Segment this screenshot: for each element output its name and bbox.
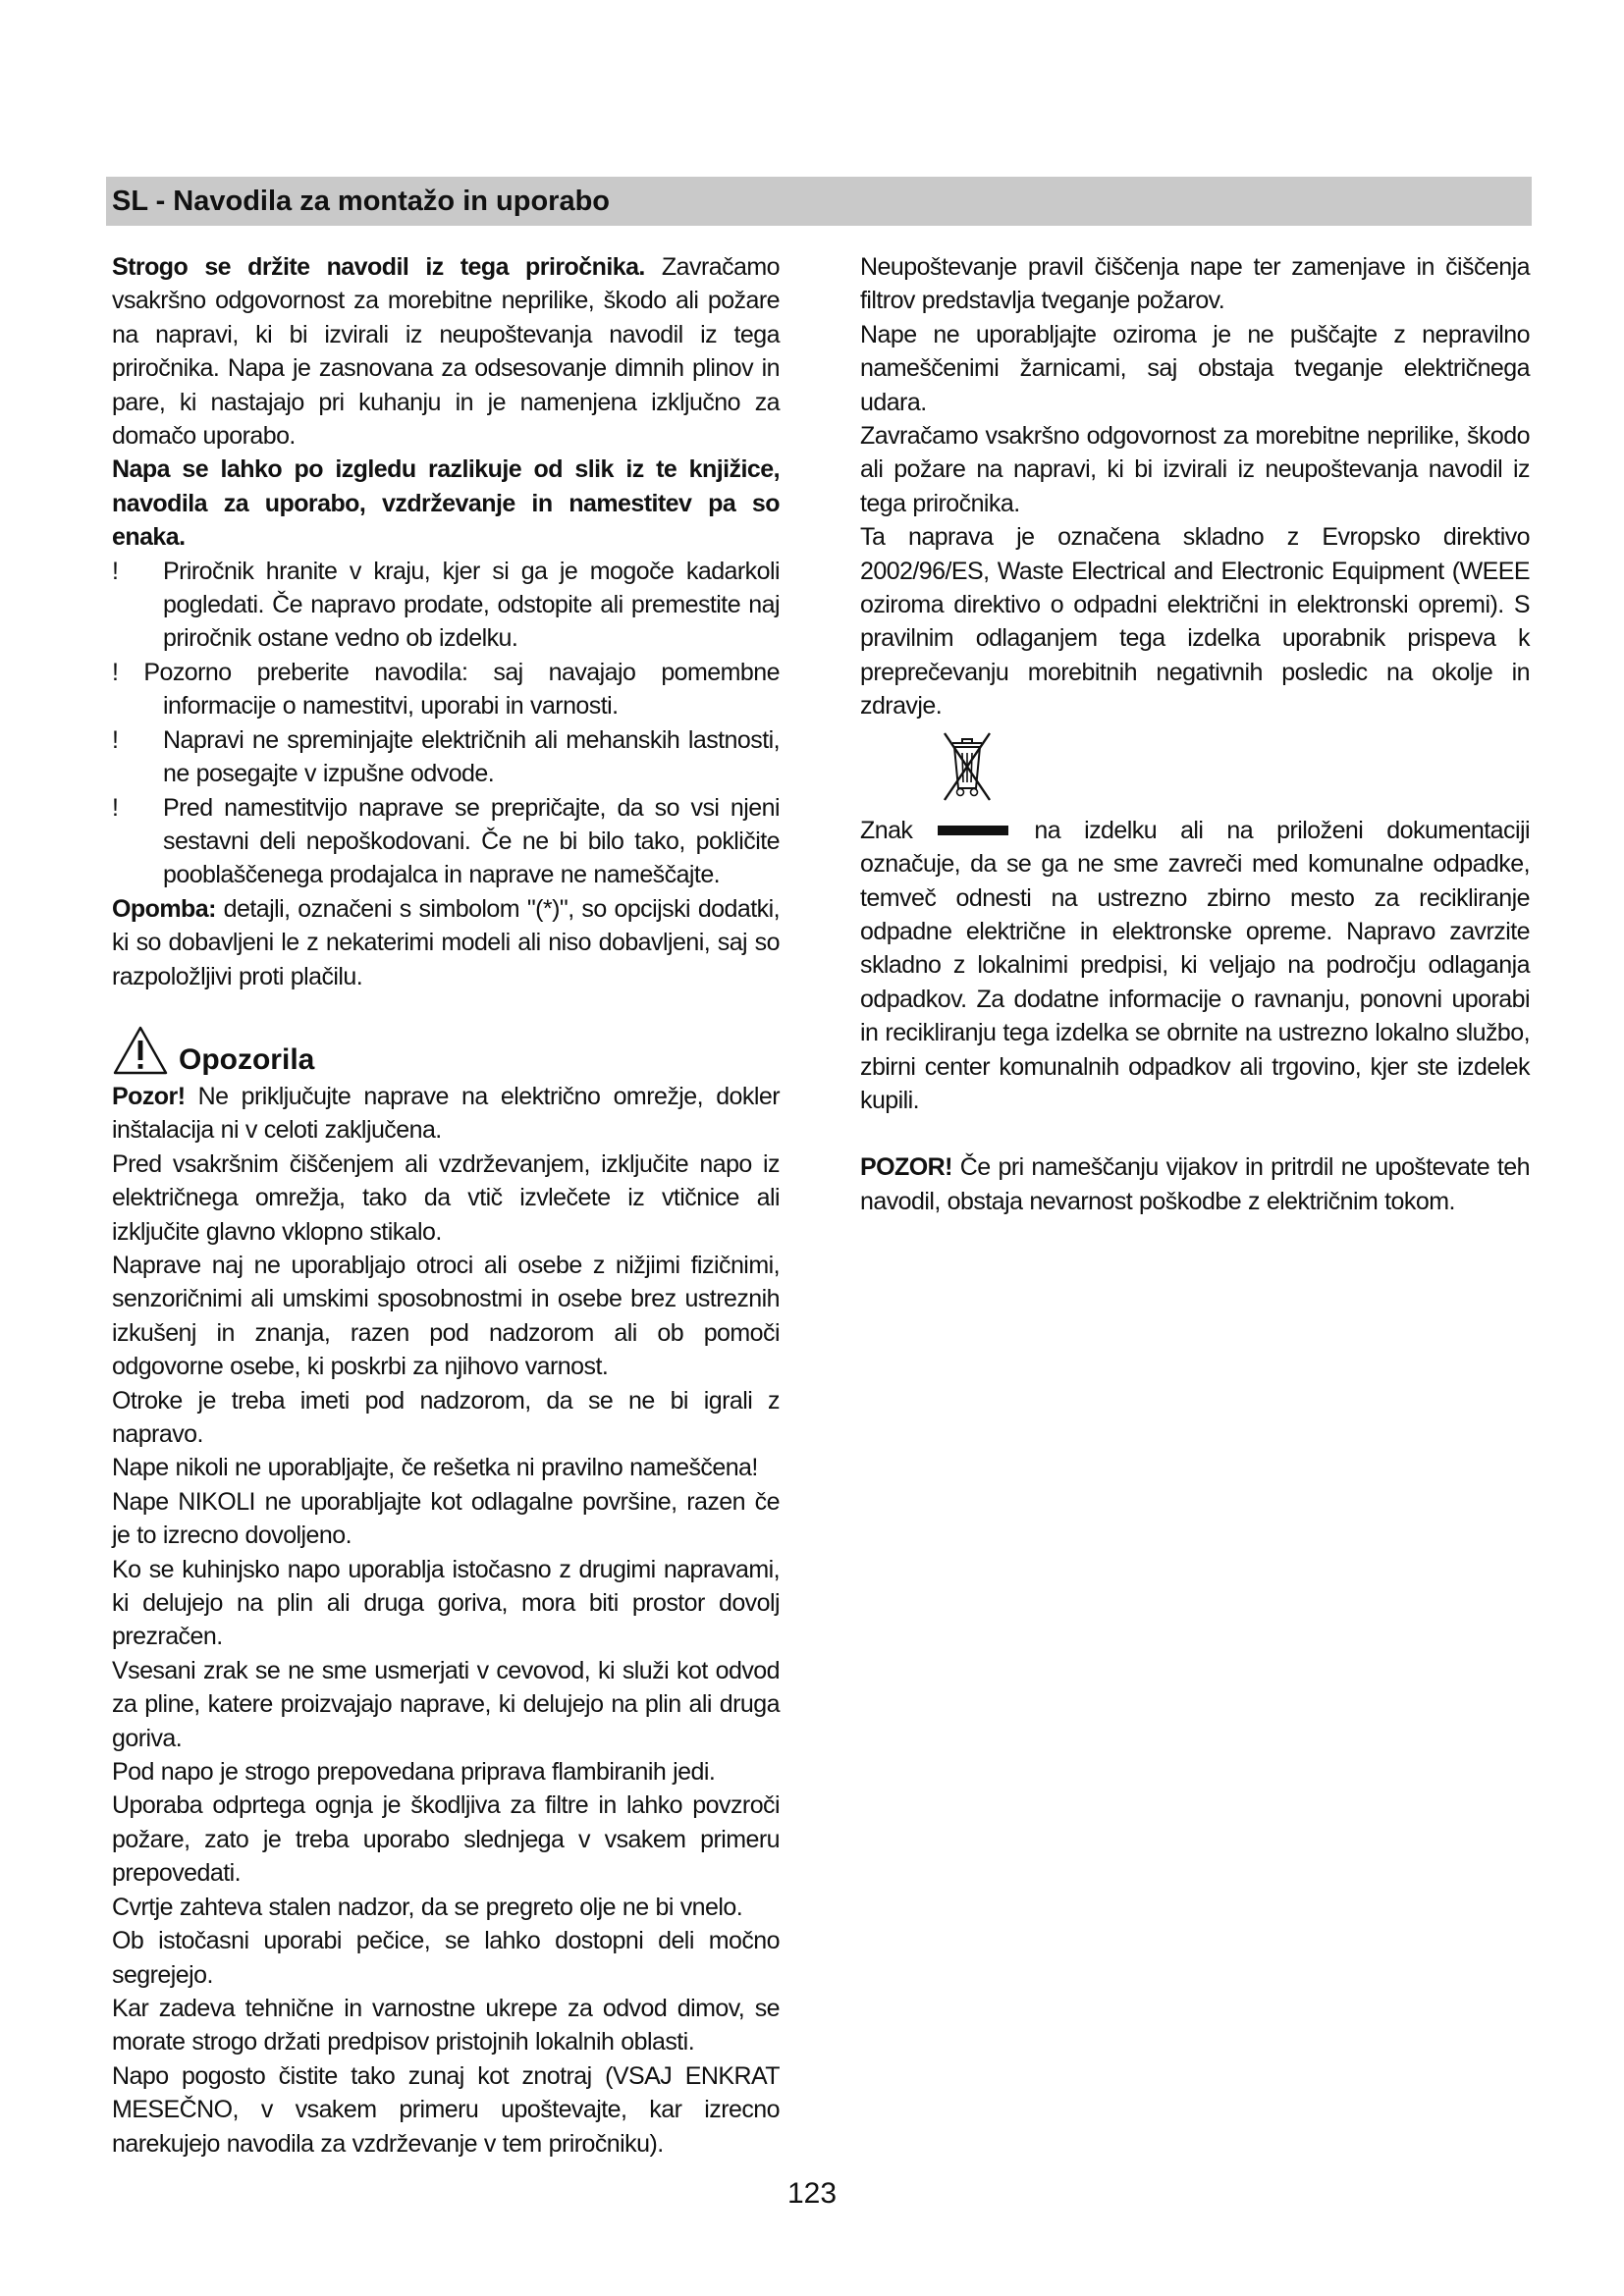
pozor-paragraph: [860, 1150, 1530, 1218]
section-title: SL - Navodila za montažo in uporabo: [112, 186, 611, 217]
intro-paragraph: [112, 250, 780, 453]
bullet-text: Pred namestitvijo naprave se prepričajte, da so vsi njeni sestavni deli nepoškodovani. Če ne bi bilo tako, pokličite pooblaščenega prodajalca in naprave ne nameščajte.: [163, 793, 780, 889]
exclamation-mark: !: [112, 658, 119, 686]
page-number: 123: [786, 2177, 838, 2210]
warning-triangle-icon: [112, 1025, 169, 1076]
warning-paragraph: Cvrtje zahteva stalen nadzor, da se pregreto olje ne bi vnelo.: [112, 1893, 743, 1921]
body-paragraph: Nape ne uporabljajte oziroma je ne puščajte z nepravilno nameščenimi žarnicami, saj obstaja tveganje električnega udara.: [860, 320, 1530, 416]
warning-paragraph: Napo pogosto čistite tako zunaj kot znotraj (VSAJ ENKRAT MESEČNO, v vsakem primeru upoštevajte, kar izrecno narekujejo navodila za vzdrževanje v tem priročniku).: [112, 2061, 780, 2158]
appearance-note: Napa se lahko po izgledu razlikuje od slik iz te knjižice, navodila za uporabo, vzdrževanje in namestitev pa so enaka.: [112, 455, 780, 552]
exclamation-mark: !: [112, 557, 119, 585]
exclamation-mark: !: [112, 793, 119, 822]
black-bar-symbol: [938, 826, 1008, 835]
intro-text: Zavračamo vsakršno odgovornost za morebitne neprilike, škodo ali požare na napravi, ki bi izvirali iz neupoštevanja navodil iz tega priročnika. Napa je zasnovana za odsesovanje dimnih plinov in pare, ki nastajajo pri kuhanju in je namenjena izključno za domačo uporabo.: [112, 253, 781, 451]
warning-paragraph: Nape NIKOLI ne uporabljajte kot odlagalne površine, razen če je to izrecno dovoljeno.: [112, 1487, 780, 1550]
warning-paragraph: Ko se kuhinjsko napo uporablja istočasno z drugimi napravami, ki delujejo na plin ali druga goriva, mora biti prostor dovolj prezračen.: [112, 1555, 780, 1651]
spacer: [860, 1117, 1530, 1150]
bullet-item: [112, 555, 780, 656]
bullet-text: Napravi ne spreminjajte električnih ali mehanskih lastnosti, ne posegajte v izpušne odvode.: [163, 725, 780, 788]
warning-paragraph: Otroke je treba imeti pod nadzorom, da se ne bi igrali z napravo.: [112, 1386, 780, 1448]
intro-bold: Strogo se držite navodil iz tega priročnika.: [112, 253, 645, 281]
right-column: [860, 250, 1530, 1218]
warning-paragraph: Pod napo je strogo prepovedana priprava flambiranih jedi.: [112, 1758, 716, 1787]
warning-paragraph: Vsesani zrak se ne sme usmerjati v cevovod, ki služi kot odvod za pline, katere proizvajajo naprave, ki delujejo na plin ali druga goriva.: [112, 1656, 780, 1752]
bullet-text: Pozorno preberite navodila: saj navajajo pomembne informacije o namestitvi, uporabi in varnosti.: [143, 658, 780, 721]
body-paragraph: Zavračamo vsakršno odgovornost za morebitne neprilike, škodo ali požare na napravi, ki bi izvirali iz neupoštevanja navodil iz tega priročnika.: [860, 422, 1530, 517]
znak-label: Znak: [860, 816, 913, 844]
warning-paragraph: Kar zadeva tehnične in varnostne ukrepe za odvod dimov, se morate strogo držati predpisov pristojnih lokalnih oblasti.: [112, 1994, 780, 2056]
exclamation-mark: !: [112, 725, 119, 754]
warning-text: Ne priključujte naprave na električno omrežje, dokler inštalacija ni v celoti zaključena.: [112, 1082, 780, 1145]
note-paragraph: [112, 892, 780, 993]
warning-paragraph: Uporaba odprtega ognja je škodljiva za filtre in lahko povzroči požare, zato je treba uporabo slednjega v vsakem primeru prepovedati.: [112, 1791, 780, 1888]
section-header-bar: [106, 177, 1532, 226]
body-paragraph: Neupoštevanje pravil čiščenja nape ter zamenjave in čiščenja filtrov predstavlja tveganje požarov.: [860, 253, 1530, 315]
znak-first-line: na izdelku ali na priloženi dokumentaciji: [1034, 816, 1530, 844]
note-text: detajli, označeni s simbolom "(*)", so opcijski dodatki, ki so dobavljeni le z nekaterimi modeli ali niso dobavljeni, saj so razpoložljivi proti plačilu.: [112, 894, 780, 990]
warning-paragraph: Pred vsakršnim čiščenjem ali vzdrževanjem, izključite napo iz električnega omrežja, tako da vtič izvlečete iz vtičnice ali izključite glavno vklopno stikalo.: [112, 1149, 780, 1246]
warning-paragraph: Ob istočasni uporabi pečice, se lahko dostopni deli močno segrejejo.: [112, 1927, 780, 1989]
bullet-item: [112, 656, 780, 723]
pozor-label: POZOR!: [860, 1153, 952, 1182]
note-label: Opomba:: [112, 894, 216, 923]
warning-paragraph: [112, 1080, 780, 1148]
warning-paragraph: Nape nikoli ne uporabljajte, če rešetka ni pravilno nameščena!: [112, 1454, 758, 1482]
left-column: [112, 250, 780, 2161]
znak-line: [860, 814, 1530, 847]
pozor-label: Pozor!: [112, 1082, 186, 1110]
bullet-item: [112, 791, 780, 892]
bullet-item: [112, 723, 780, 791]
crossed-bin-icon: [939, 729, 996, 810]
warning-paragraph: Naprave naj ne uporabljajo otroci ali osebe z nižjimi fizičnimi, senzoričnimi ali umskimi sposobnostmi in osebe brez ustreznih izkušenj in znanja, razen pod nadzorom ali ob pomoči odgovorne osebe, ki poskrbi za njihovo varnost.: [112, 1251, 780, 1381]
pozor-text: Če pri nameščanju vijakov in pritrdil ne upoštevate teh navodil, obstaja nevarnost poškodbe z električnim tokom.: [860, 1153, 1530, 1215]
warnings-title: Opozorila: [179, 1042, 315, 1076]
bullet-text: Priročnik hranite v kraju, kjer si ga je mogoče kadarkoli pogledati. Če napravo prodate, odstopite ali premestite naj priročnik ostane vedno ob izdelku.: [163, 557, 780, 653]
warnings-heading: [112, 1021, 780, 1080]
weee-paragraph: Ta naprava je označena skladno z Evropsko direktivo 2002/96/ES, Waste Electrical and Electronic Equipment (WEEE oziroma direktivo o odpadni električni in elektronski opremi). S pravilnim odlaganjem tega izdelka uporabnik prispeva k preprečevanju morebitnih negativnih posledic na okolje in zdravje.: [860, 523, 1530, 721]
weee-symbol: [860, 727, 1530, 814]
znak-paragraph: označuje, da se ga ne sme zavreči med komunalne odpadke, temveč odnesti na ustrezno zbirno mesto za recikliranje odpadne električne in elektronske opreme. Napravo zavrzite skladno z lokalnimi predpisi, ki veljajo na področju odlaganja odpadkov. Za dodatne informacije o ravnanju, ponovni uporabi in recikliranju tega izdelka se obrnite na ustrezno lokalno službo, zbirni center komunalnih odpadkov ali trgovino, kjer ste izdelek kupili.: [860, 850, 1530, 1114]
